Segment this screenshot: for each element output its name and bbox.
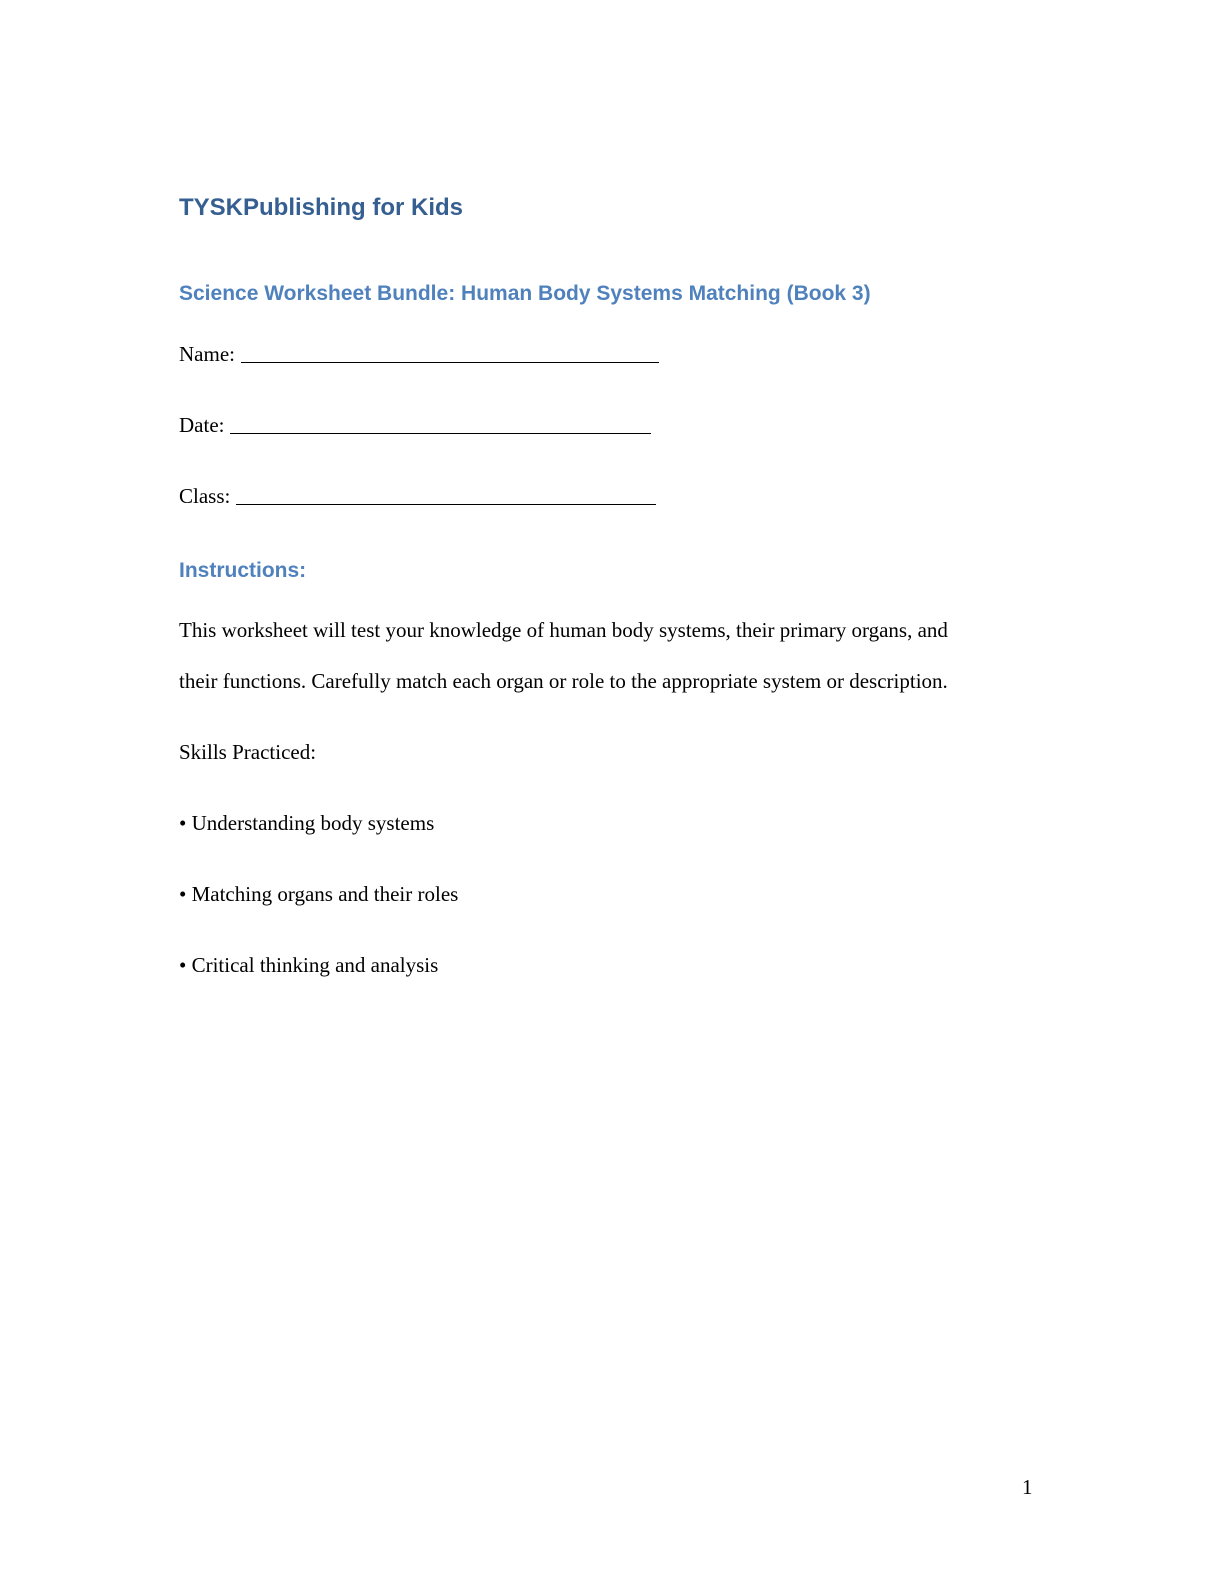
class-label: Class:: [179, 484, 231, 508]
class-blank-line[interactable]: [236, 486, 656, 505]
skill-item: • Critical thinking and analysis: [179, 953, 439, 977]
date-blank-line[interactable]: [230, 415, 651, 434]
skills-heading: Skills Practiced:: [179, 740, 317, 764]
worksheet-title: Science Worksheet Bundle: Human Body Systems Matching (Book 3): [179, 282, 871, 305]
instructions-line-1: This worksheet will test your knowledge of human body systems, their primary organs, and: [179, 618, 948, 642]
name-label: Name:: [179, 342, 235, 366]
skill-item: • Matching organs and their roles: [179, 882, 459, 906]
publisher-heading: TYSKPublishing for Kids: [179, 194, 464, 221]
name-field[interactable]: [179, 341, 659, 367]
date-field[interactable]: [179, 412, 651, 438]
date-label: Date:: [179, 413, 225, 437]
instructions-line-2: their functions. Carefully match each organ or role to the appropriate system or description.: [179, 669, 948, 693]
instructions-heading: Instructions:: [179, 559, 307, 582]
skill-item: • Understanding body systems: [179, 811, 435, 835]
name-blank-line[interactable]: [241, 344, 659, 363]
page-number: 1: [1022, 1475, 1033, 1499]
class-field[interactable]: [179, 483, 656, 509]
